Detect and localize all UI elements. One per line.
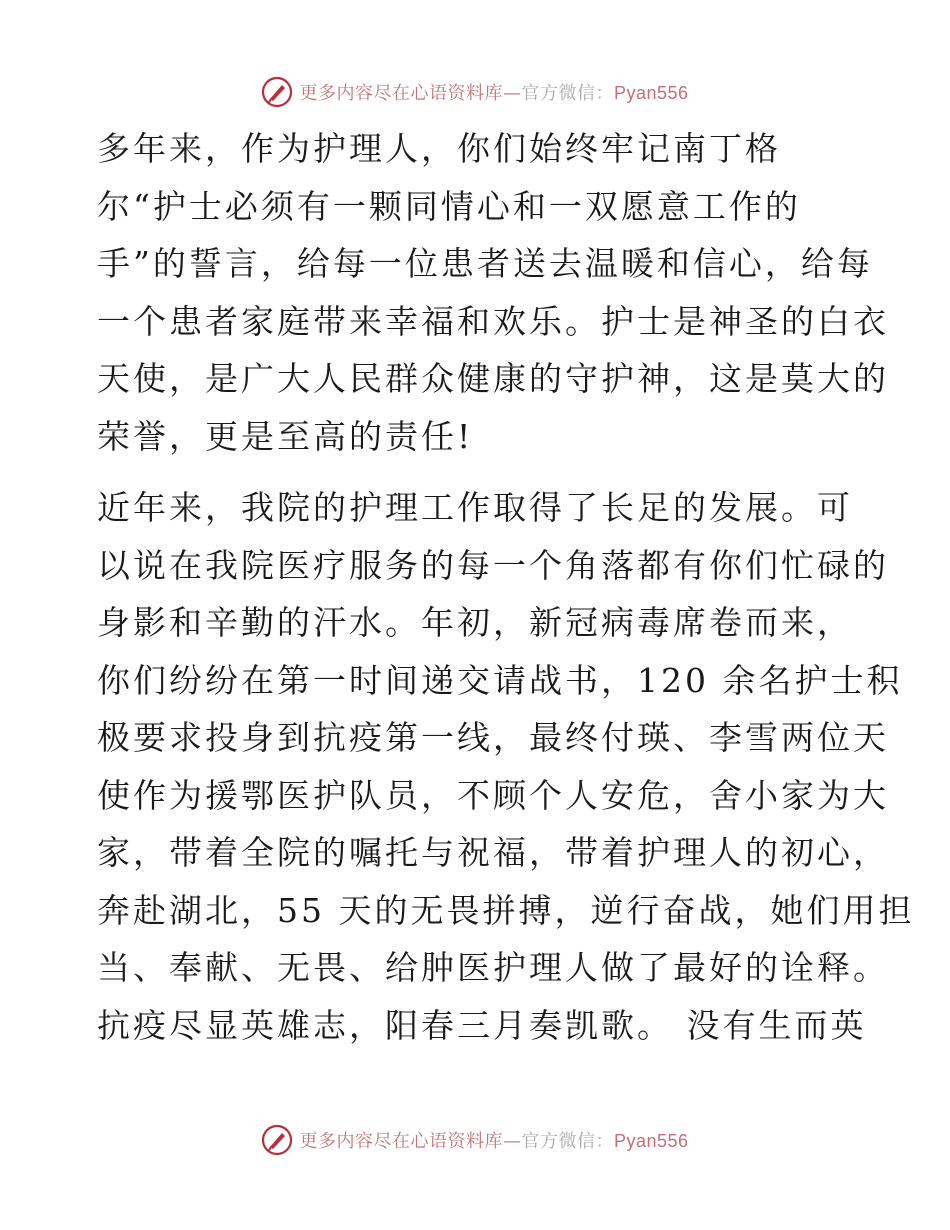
header-watermark-banner: [0, 72, 950, 112]
watermark-wechat-label: 官方微信：: [521, 83, 614, 104]
document-body: [97, 120, 915, 1068]
footer-watermark-inner: [261, 1124, 688, 1156]
text-line: 以说在我院医疗服务的每一个角落都有你们忙碌的: [97, 545, 889, 585]
text-line: 天使，是广大人民群众健康的守护神，这是莫大的: [97, 359, 889, 398]
paragraph-2: [97, 479, 915, 1054]
text-line: 尔“护士必须有一颗同情心和一双愿意工作的: [97, 186, 801, 226]
quill-pen-logo-icon: [261, 76, 293, 108]
text-line: 荣誉，更是至高的责任!: [97, 416, 474, 456]
watermark-wechat-id: Pyan556: [613, 83, 689, 103]
watermark-text: [299, 79, 688, 105]
quill-pen-logo-icon: [261, 1124, 293, 1156]
watermark-separator: —: [502, 83, 522, 104]
text-line: 极要求投身到抗疫第一线，最终付瑛、李雪两位天: [97, 718, 889, 757]
text-line: 你们纷纷在第一时间递交请战书，120 余名护士积: [97, 660, 903, 700]
watermark-wechat-id: Pyan556: [613, 1131, 689, 1151]
header-watermark-inner: [261, 76, 688, 108]
text-line: 手”的誓言，给每一位患者送去温暖和信心，给每: [97, 244, 873, 283]
text-line: 一个患者家庭带来幸福和欢乐。护士是神圣的白衣: [97, 301, 889, 341]
text-line: 抗疫尽显英雄志，阳春三月奏凯歌。 没有生而英: [97, 1005, 867, 1045]
watermark-text: [299, 1127, 688, 1153]
watermark-site-text: 更多内容尽在心语资料库: [299, 83, 503, 104]
watermark-site-text: 更多内容尽在心语资料库: [299, 1131, 503, 1152]
text-line: 家，带着全院的嘱托与祝福，带着护理人的初心，: [97, 833, 889, 872]
text-line: 近年来，我院的护理工作取得了长足的发展。可: [97, 488, 853, 527]
text-line: 当、奉献、无畏、给肿医护理人做了最好的诠释。: [97, 948, 889, 987]
paragraph-1: [97, 120, 889, 465]
text-line: 奔赴湖北，55 天的无畏拼搏，逆行奋战，她们用担: [97, 890, 915, 930]
watermark-separator: —: [502, 1131, 522, 1152]
watermark-wechat-label: 官方微信：: [521, 1131, 614, 1152]
text-line: 身影和辛勤的汗水。年初，新冠病毒席卷而来，: [97, 603, 853, 642]
text-line: 使作为援鄂医护队员，不顾个人安危，舍小家为大: [97, 775, 889, 815]
text-line: 多年来，作为护理人，你们始终牢记南丁格: [97, 129, 781, 168]
footer-watermark-banner: [0, 1120, 950, 1160]
